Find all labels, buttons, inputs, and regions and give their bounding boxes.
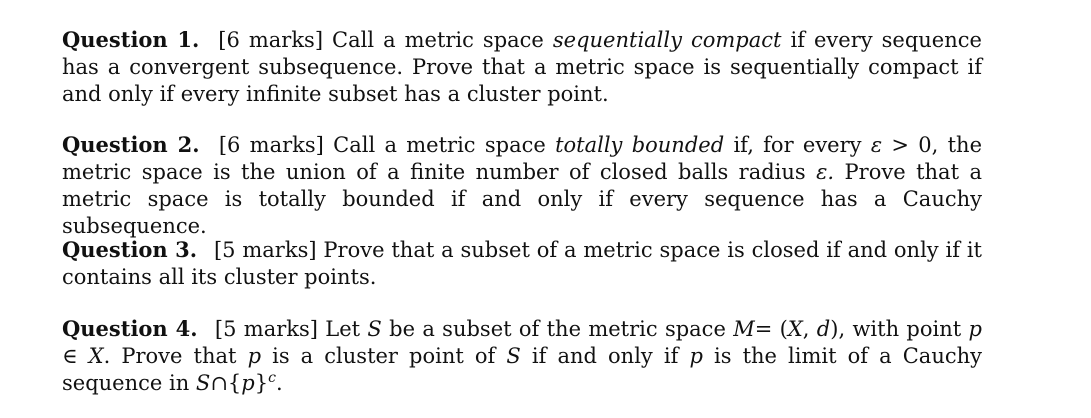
math-p: p bbox=[968, 317, 982, 341]
question-2-text-before: Call a metric space bbox=[333, 133, 546, 157]
question-3 bbox=[62, 236, 982, 291]
math-cap: ∩{ bbox=[210, 371, 242, 395]
math-p-3: p bbox=[689, 344, 703, 368]
question-1-emphasis: sequentially compact bbox=[552, 28, 782, 52]
math-S: S bbox=[367, 317, 382, 341]
question-4-t5: . Prove that bbox=[103, 344, 237, 368]
question-4-t7: if and only if bbox=[531, 344, 679, 368]
question-4-marks: [5 marks] bbox=[214, 317, 318, 341]
question-1-label: Question 1. bbox=[62, 27, 200, 52]
question-2-epsilon: ε bbox=[870, 133, 883, 157]
math-p-2: p bbox=[247, 344, 262, 368]
question-2-text-after-1: if, for every bbox=[733, 133, 862, 157]
question-2 bbox=[62, 131, 982, 240]
question-4-t8: is the limit of a Cauchy sequence in bbox=[62, 344, 982, 395]
question-4-t2: be a subset of the metric space bbox=[389, 317, 726, 341]
math-complement: c bbox=[268, 370, 276, 386]
math-comma: , bbox=[802, 317, 810, 341]
question-1-marks: [6 marks] bbox=[218, 28, 324, 52]
question-1-text-before: Call a metric space bbox=[332, 28, 544, 52]
question-4 bbox=[62, 315, 982, 400]
question-4-t1: Let bbox=[325, 317, 361, 341]
question-4-label: Question 4. bbox=[62, 316, 198, 341]
question-4-t3: = ( bbox=[754, 317, 788, 341]
math-d: d bbox=[816, 317, 831, 341]
question-4-t6: is a cluster point of bbox=[272, 344, 496, 368]
math-close: } bbox=[254, 371, 269, 395]
question-4-period: . bbox=[275, 371, 283, 395]
math-in: ∈ bbox=[62, 344, 78, 368]
math-X: X bbox=[787, 317, 803, 341]
question-1 bbox=[62, 26, 982, 108]
question-3-text: Prove that a subset of a metric space is closed if and only if it contains all its cluster points. bbox=[62, 238, 982, 289]
question-1-text-after: if every sequence has a convergent subsequence. Prove that a metric space is sequentially compact if and only if every infinite subset has a cluster point. bbox=[62, 28, 982, 106]
question-2-gt-zero: > 0, bbox=[891, 133, 939, 157]
question-4-t4: ), with point bbox=[830, 317, 962, 341]
math-p-4: p bbox=[241, 371, 255, 395]
question-2-emphasis: totally bounded bbox=[555, 133, 725, 157]
question-3-label: Question 3. bbox=[62, 237, 198, 262]
math-S-2: S bbox=[506, 344, 521, 368]
math-M: M bbox=[733, 317, 755, 341]
question-2-label: Question 2. bbox=[62, 132, 200, 157]
math-X-2: X bbox=[88, 344, 104, 368]
math-S-3: S bbox=[195, 371, 211, 395]
question-2-text-after-3: Prove that a metric space is totally bounded if and only if every sequence has a Cauchy subsequence. bbox=[62, 160, 982, 238]
question-2-marks: [6 marks] bbox=[218, 133, 324, 157]
question-2-epsilon-2: ε. bbox=[816, 160, 835, 184]
question-2-text-after-2: the metric space is the union of a finite number of closed balls radius bbox=[62, 133, 983, 184]
question-3-marks: [5 marks] bbox=[213, 238, 317, 262]
